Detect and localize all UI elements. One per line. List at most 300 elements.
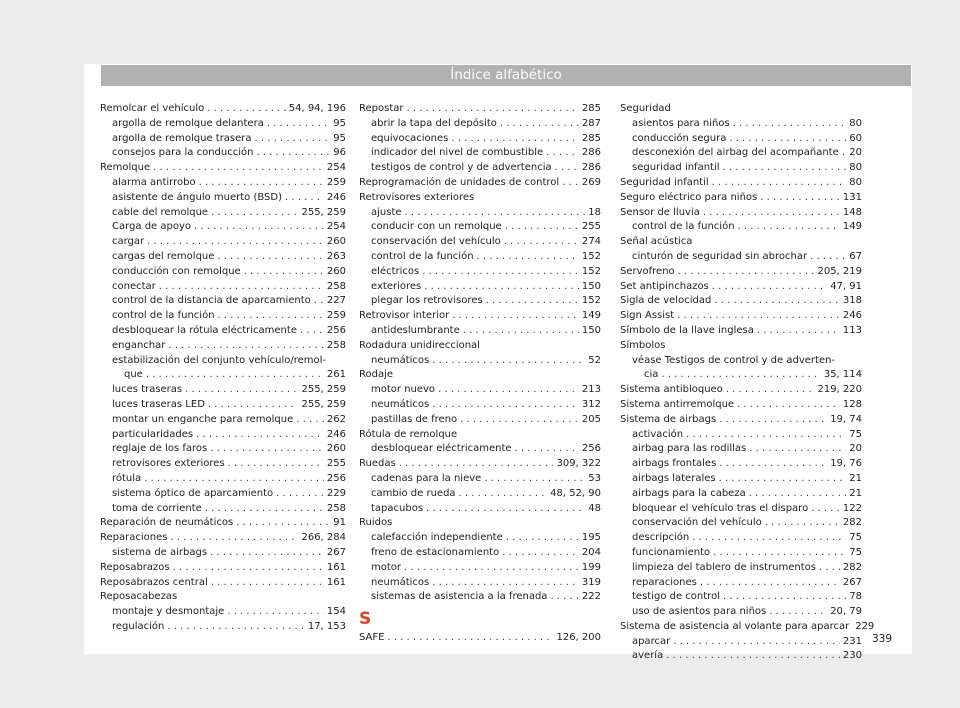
index-entry <box>359 398 601 413</box>
index-entry <box>100 531 346 546</box>
index-entry-pages: 19, 74 <box>830 413 862 425</box>
index-entry <box>620 117 862 132</box>
index-entry <box>620 132 862 147</box>
dot-leader <box>170 531 298 546</box>
dot-leader <box>677 309 840 324</box>
index-entry-term: asientos para niños <box>632 117 730 129</box>
index-entry-pages: 35, 114 <box>823 369 862 381</box>
dot-leader <box>484 472 585 487</box>
dot-leader <box>703 206 840 221</box>
index-entry <box>620 561 862 576</box>
index-entry-term: seguridad infantil <box>632 162 720 174</box>
index-entry-pages: 80 <box>849 176 862 188</box>
index-entry-term: luces traseras <box>112 384 183 396</box>
index-entry-heading: Símbolos <box>620 339 666 351</box>
dot-leader <box>546 146 579 161</box>
index-entry <box>620 206 862 221</box>
dot-leader <box>146 368 324 383</box>
index-entry-term: regulación <box>112 620 165 632</box>
index-entry-pages: 269 <box>581 176 601 188</box>
index-entry-pages: 20 <box>849 147 862 159</box>
dot-leader <box>407 102 579 117</box>
dot-leader <box>719 413 827 428</box>
index-entry-pages: 286 <box>581 147 601 159</box>
index-entry-pages: 222 <box>581 591 601 603</box>
index-entry-term: cadenas para la nieve <box>371 472 482 484</box>
index-entry-pages: 260 <box>326 265 346 277</box>
index-entry <box>100 117 346 132</box>
dot-leader <box>486 294 579 309</box>
dot-leader <box>723 590 846 605</box>
index-entry-term: Sistema de airbags <box>620 413 717 425</box>
dot-leader <box>500 117 579 132</box>
dot-leader <box>562 176 579 191</box>
index-entry <box>359 354 601 369</box>
index-column-2 <box>359 102 601 646</box>
dot-leader <box>811 502 840 517</box>
index-entry <box>100 561 346 576</box>
index-entry-heading: Rodaje <box>359 369 394 381</box>
index-entry <box>359 502 601 517</box>
index-entry <box>620 428 862 443</box>
index-entry-term: Servofreno <box>620 265 675 277</box>
index-entry <box>100 383 346 398</box>
index-entry <box>100 235 346 250</box>
index-entry-term: motor nuevo <box>371 384 436 396</box>
index-entry-pages: 255, 259 <box>301 384 346 396</box>
index-entry-pages: 258 <box>326 502 346 514</box>
index-entry <box>100 442 346 457</box>
index-entry-pages: 255 <box>326 458 346 470</box>
dot-leader <box>678 265 815 280</box>
index-entry-term: Carga de apoyo <box>112 221 192 233</box>
index-entry <box>620 368 862 383</box>
index-entry-pages: 274 <box>581 236 601 248</box>
index-entry <box>359 561 601 576</box>
index-entry-term: argolla de remolque delantera <box>112 117 264 129</box>
index-entry-term: enganchar <box>112 339 166 351</box>
index-entry-pages: 154 <box>326 606 346 618</box>
index-entry <box>100 546 346 561</box>
index-entry-pages: 259 <box>326 176 346 188</box>
dot-leader <box>432 354 585 369</box>
index-entry <box>100 413 346 428</box>
index-entry-term: asistente de ángulo muerto (BSD) <box>112 191 282 203</box>
dot-leader <box>550 590 578 605</box>
index-entry-pages: 263 <box>326 250 346 262</box>
index-entry-pages: 318 <box>842 295 862 307</box>
dot-leader <box>810 250 846 265</box>
index-entry-pages: 267 <box>842 576 862 588</box>
index-entry-pages: 91 <box>333 517 346 529</box>
dot-leader <box>210 546 324 561</box>
index-entry-pages: 195 <box>581 532 601 544</box>
index-entry-term: Seguro eléctrico para niños <box>620 191 758 203</box>
dot-leader <box>692 531 846 546</box>
index-entry <box>620 265 862 280</box>
index-entry-pages: 258 <box>326 280 346 292</box>
index-entry-pages: 78 <box>849 591 862 603</box>
dot-leader <box>719 472 847 487</box>
index-entry-pages: 255, 259 <box>301 206 346 218</box>
dot-leader <box>460 413 579 428</box>
index-entry-term: conservación del vehículo <box>371 236 501 248</box>
index-entry <box>620 576 862 591</box>
index-entry <box>100 487 346 502</box>
index-entry-pages: 52 <box>588 354 601 366</box>
dot-leader <box>765 516 840 531</box>
dot-leader <box>426 502 585 517</box>
index-entry-pages: 256 <box>581 443 601 455</box>
dot-leader <box>211 576 324 591</box>
index-entry-term: desbloquear eléctricamente <box>371 443 512 455</box>
index-entry <box>100 516 346 531</box>
dot-leader <box>738 220 840 235</box>
dot-leader <box>749 487 847 502</box>
index-entry-pages: 161 <box>326 561 346 573</box>
index-entry-term: alarma antirrobo <box>112 176 196 188</box>
index-entry-term: argolla de remolque trasera <box>112 132 252 144</box>
index-entry <box>620 442 862 457</box>
index-entry <box>359 294 601 309</box>
dot-leader <box>276 487 324 502</box>
index-entry-term: cargar <box>112 236 145 248</box>
index-entry-pages: 20, 79 <box>830 606 862 618</box>
index-entry-heading: Rótula de remolque <box>359 428 458 440</box>
dot-leader <box>314 294 324 309</box>
index-entry-pages: 122 <box>842 502 862 514</box>
index-entry-heading: Ruidos <box>359 517 393 529</box>
dot-leader <box>153 161 324 176</box>
dot-leader <box>185 383 298 398</box>
dot-leader <box>760 191 840 206</box>
index-entry <box>620 546 862 561</box>
dot-leader <box>757 324 840 339</box>
index-entry-term: Símbolo de la llave inglesa <box>620 324 754 336</box>
dot-leader <box>749 442 846 457</box>
index-entry-term: control de la función <box>632 221 735 233</box>
index-entry-pages: 48, 52, 90 <box>550 487 601 499</box>
dot-leader <box>719 457 827 472</box>
dot-leader <box>555 161 579 176</box>
index-entry-term: Sistema de asistencia al volante para aparcar <box>620 620 850 632</box>
index-entry-pages: 229 <box>326 487 346 499</box>
index-entry <box>620 605 862 620</box>
index-entry-pages: 261 <box>326 369 346 381</box>
dot-leader <box>208 398 299 413</box>
index-entry-term: conservación del vehículo <box>632 517 762 529</box>
dot-leader <box>515 442 579 457</box>
dot-leader <box>256 146 330 161</box>
index-entry-pages: 152 <box>581 265 601 277</box>
index-entry-pages: 95 <box>333 132 346 144</box>
index-entry <box>359 324 601 339</box>
index-entry-term: motor <box>371 561 402 573</box>
index-entry <box>620 531 862 546</box>
dot-leader <box>432 398 579 413</box>
index-entry-pages: 21 <box>849 487 862 499</box>
index-entry-term: Seguridad infantil <box>620 176 709 188</box>
index-entry-term: cable del remolque <box>112 206 209 218</box>
index-entry-term: exteriores <box>371 280 422 292</box>
index-entry-pages: 258 <box>326 339 346 351</box>
index-entry-term: Ruedas <box>359 458 396 470</box>
index-entry-pages: 149 <box>842 221 862 233</box>
index-entry-heading: estabilización del conjunto vehículo/remol- <box>112 354 327 366</box>
index-entry-pages: 75 <box>849 428 862 440</box>
index-entry-pages: 126, 200 <box>556 632 601 644</box>
dot-leader <box>459 487 548 502</box>
dot-leader <box>505 220 579 235</box>
index-entry-pages: 150 <box>581 280 601 292</box>
index-entry-pages: 149 <box>581 310 601 322</box>
dot-leader <box>714 294 840 309</box>
index-entry <box>620 146 862 161</box>
index-entry-pages: 199 <box>581 561 601 573</box>
index-entry-pages: 255, 259 <box>301 398 346 410</box>
dot-leader <box>210 442 324 457</box>
index-entry-pages: 75 <box>849 532 862 544</box>
index-entry <box>359 631 601 646</box>
index-entry <box>359 265 601 280</box>
index-entry <box>100 457 346 472</box>
index-entry-term: airbags laterales <box>632 472 716 484</box>
index-entry <box>359 117 601 132</box>
index-entry-term: funcionamiento <box>632 546 711 558</box>
dot-leader <box>452 309 579 324</box>
index-entry-term: indicador del nivel de combustible <box>371 147 544 159</box>
index-entry-pages: 17, 153 <box>307 620 346 632</box>
dot-leader <box>713 546 846 561</box>
index-entry <box>620 309 862 324</box>
index-entry-pages: 152 <box>581 250 601 262</box>
index-entry <box>620 590 862 605</box>
dot-leader <box>285 191 324 206</box>
index-entry-term: Repostar <box>359 103 404 114</box>
index-entry-term: Sensor de lluvia <box>620 206 700 218</box>
index-entry-pages: 48 <box>588 502 601 514</box>
dot-leader <box>147 235 324 250</box>
index-entry-pages: 246 <box>842 310 862 322</box>
index-entry-pages: 282 <box>842 517 862 529</box>
index-entry-pages: 227 <box>326 295 346 307</box>
index-entry-pages: 95 <box>333 117 346 129</box>
index-entry-pages: 312 <box>581 398 601 410</box>
index-entry-pages: 96 <box>333 147 346 159</box>
index-entry-term: abrir la tapa del depósito <box>371 117 497 129</box>
dot-leader <box>296 413 324 428</box>
index-entry-pages: 205 <box>581 413 601 425</box>
index-entry-term: pastillas de freno <box>371 413 458 425</box>
index-entry <box>359 576 601 591</box>
index-entry-pages: 254 <box>326 221 346 233</box>
index-entry <box>620 294 862 309</box>
index-entry-pages: 259 <box>326 310 346 322</box>
index-entry <box>100 620 346 635</box>
index-entry-pages: 67 <box>849 250 862 262</box>
index-entry-pages: 230 <box>842 650 862 662</box>
index-entry-pages: 286 <box>581 162 601 174</box>
index-entry <box>620 383 862 398</box>
index-entry-term: Reparación de neumáticos <box>100 517 234 529</box>
dot-leader <box>506 531 579 546</box>
index-entry-pages: 148 <box>842 206 862 218</box>
dot-leader <box>686 428 846 443</box>
index-entry <box>620 620 875 635</box>
dot-leader <box>211 206 298 221</box>
index-entry-term: conducción segura <box>632 132 727 144</box>
index-entry <box>100 280 346 295</box>
index-entry-pages: 254 <box>326 162 346 174</box>
index-entry <box>100 502 346 517</box>
index-entry-term: conectar <box>112 280 156 292</box>
index-entry-term: sistema de airbags <box>112 546 208 558</box>
dot-leader <box>712 280 827 295</box>
dot-leader <box>723 161 847 176</box>
index-entry <box>100 339 346 354</box>
index-entry <box>100 265 346 280</box>
index-entry <box>359 206 601 221</box>
index-entry-pages: 53 <box>588 472 601 484</box>
index-entry-pages: 229 <box>855 620 875 632</box>
index-entry-term: que <box>124 369 143 381</box>
index-entry-pages: 266, 284 <box>301 532 346 544</box>
index-entry-term: neumáticos <box>371 398 430 410</box>
index-entry-pages: 285 <box>581 132 601 144</box>
index-entry <box>100 146 346 161</box>
dot-leader <box>819 561 840 576</box>
index-entry-heading: Reposacabezas <box>100 591 178 603</box>
index-entry-pages: 267 <box>326 546 346 558</box>
index-entry-pages: 319 <box>581 576 601 588</box>
index-entry-term: control de la función <box>371 250 474 262</box>
index-entry <box>359 220 601 235</box>
index-entry-term: airbag para las rodillas <box>632 443 747 455</box>
index-entry-pages: 282 <box>842 561 862 573</box>
dot-leader <box>207 102 286 117</box>
index-entry-pages: 262 <box>326 413 346 425</box>
index-entry-term: sistemas de asistencia a la frenada <box>371 591 548 603</box>
index-entry <box>100 576 346 591</box>
index-entry-pages: 80 <box>849 117 862 129</box>
index-entry-pages: 213 <box>581 384 601 396</box>
index-entry-pages: 19, 76 <box>830 458 862 470</box>
index-entry <box>359 102 601 117</box>
index-entry-term: Retrovisor interior <box>359 310 450 322</box>
index-entry-term: toma de corriente <box>112 502 202 514</box>
dot-leader <box>666 649 840 664</box>
dot-leader <box>205 502 324 517</box>
dot-leader <box>244 265 324 280</box>
dot-leader <box>477 250 579 265</box>
index-entry <box>100 309 346 324</box>
index-entry-pages: 219, 220 <box>817 384 862 396</box>
index-entry-term: sistema óptico de aparcamiento <box>112 487 274 499</box>
index-entry <box>100 324 346 339</box>
index-entry-pages: 60 <box>849 132 862 144</box>
index-entry <box>100 250 346 265</box>
index-entry <box>359 546 601 561</box>
dot-leader <box>712 176 847 191</box>
index-entry-pages: 255 <box>581 221 601 233</box>
dot-leader <box>463 324 579 339</box>
index-entry-term: airbags para la cabeza <box>632 487 746 499</box>
index-entry-term: cia <box>644 369 659 381</box>
index-entry <box>620 502 862 517</box>
index-entry-term: Set antipinchazos <box>620 280 709 292</box>
index-entry-term: plegar los retrovisores <box>371 295 483 307</box>
dot-leader <box>451 132 579 147</box>
index-entry-pages: 161 <box>326 576 346 588</box>
index-entry-heading: Rodadura unidireccional <box>359 339 480 351</box>
index-column-1 <box>100 102 346 635</box>
index-entry <box>359 250 601 265</box>
index-entry <box>100 472 346 487</box>
index-entry-term: Sistema antirremolque <box>620 398 735 410</box>
dot-leader <box>502 546 579 561</box>
dot-leader <box>173 561 324 576</box>
index-entry <box>359 531 601 546</box>
index-entry-term: conducir con un remolque <box>371 221 502 233</box>
dot-leader <box>267 117 330 132</box>
index-entry-term: descripción <box>632 532 690 544</box>
index-entry-pages: 256 <box>326 324 346 336</box>
page-header: Índice alfabético <box>101 65 911 86</box>
dot-leader <box>167 620 304 635</box>
index-entry-term: montar un enganche para remolque <box>112 413 294 425</box>
dot-leader <box>399 457 554 472</box>
index-entry-pages: 246 <box>326 428 346 440</box>
index-entry-term: Sigla de velocidad <box>620 295 712 307</box>
dot-leader <box>404 561 579 576</box>
index-entry-term: airbags frontales <box>632 458 717 470</box>
index-entry <box>359 413 601 428</box>
dot-leader <box>218 309 324 324</box>
index-entry <box>620 191 862 206</box>
index-entry <box>359 146 601 161</box>
index-entry <box>100 605 346 620</box>
dot-leader <box>737 398 840 413</box>
index-entry-heading: Retrovisores exteriores <box>359 191 475 203</box>
dot-leader <box>236 516 330 531</box>
dot-leader <box>422 265 579 280</box>
index-entry-term: cargas del remolque <box>112 250 215 262</box>
index-entry-term: bloquear el vehículo tras el disparo <box>632 502 809 514</box>
index-entry-term: luces traseras LED <box>112 398 205 410</box>
index-entry-term: avería <box>632 650 664 662</box>
index-entry-term: ajuste <box>371 206 402 218</box>
dot-leader <box>300 324 324 339</box>
index-entry <box>359 590 601 605</box>
index-entry-pages: 246 <box>326 191 346 203</box>
index-entry <box>620 324 862 339</box>
dot-leader <box>769 605 827 620</box>
index-entry <box>620 457 862 472</box>
dot-leader <box>199 176 324 191</box>
index-entry <box>100 398 346 413</box>
index-entry-pages: 131 <box>842 191 862 203</box>
index-entry <box>359 235 601 250</box>
index-entry-term: Remolcar el vehículo <box>100 103 205 114</box>
dot-leader <box>729 132 846 147</box>
index-entry-heading: véase Testigos de control y de adverten- <box>632 354 836 366</box>
index-entry-pages: 260 <box>326 236 346 248</box>
index-entry <box>620 220 862 235</box>
dot-leader <box>255 132 331 147</box>
index-entry-term: particularidades <box>112 428 194 440</box>
index-entry-term: desbloquear la rótula eléctricamente <box>112 324 297 336</box>
index-entry-term: aparcar <box>632 635 671 647</box>
